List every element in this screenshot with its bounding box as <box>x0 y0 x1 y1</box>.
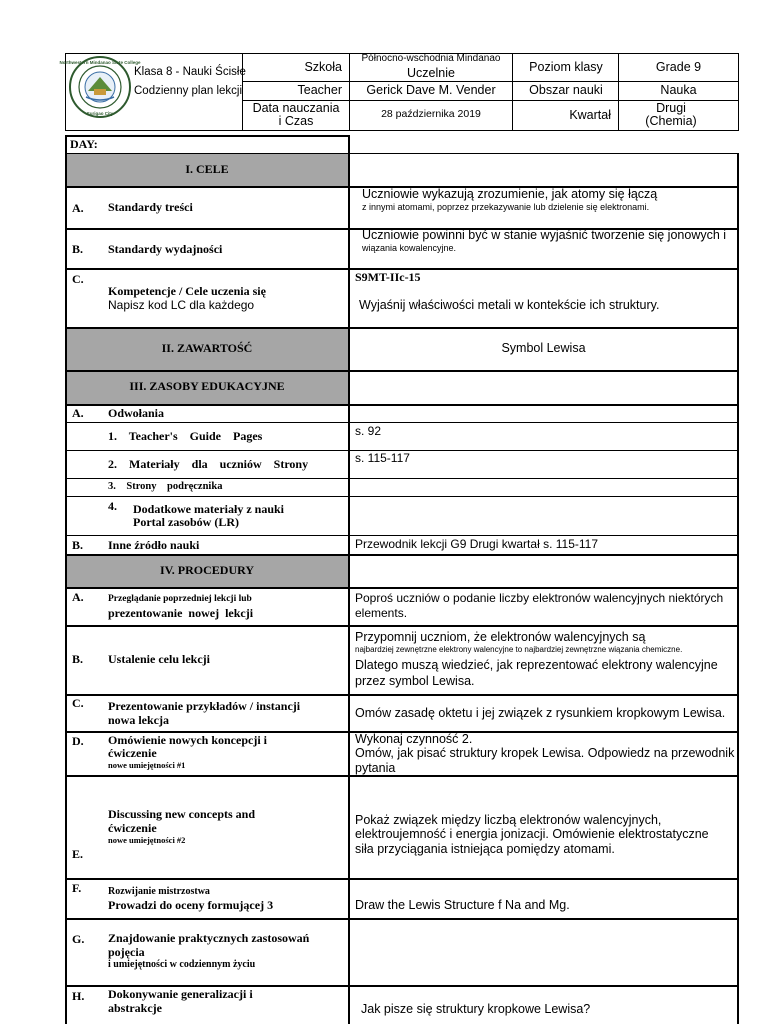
quarter-value-line2: (Chemia) <box>645 114 697 128</box>
new-concepts-2-label-1: Discussing new concepts and <box>108 807 256 821</box>
mastery-label-2: Prowadzi do oceny formującej 3 <box>108 898 274 912</box>
competencies-value: Wyjaśnij właściwości metali w kontekście ich struktury. <box>359 298 660 312</box>
lesson-purpose-value-3: Dlatego muszą wiedzieć, jak reprezentować elektrony walencyjne <box>355 658 718 672</box>
daily-plan-label: Codzienny plan lekcji <box>134 85 243 97</box>
learner-materials-label: 2. Materiały dla uczniów Strony <box>108 457 309 471</box>
new-concepts-1-label-3: nowe umiejętności #1 <box>108 760 186 770</box>
lesson-purpose-value-1: Przypomnij uczniom, że elektronów walencyjnych są <box>355 630 646 644</box>
section-cele-title: I. CELE <box>185 162 229 176</box>
performance-standards-value-1: Uczniowie powinni być w stanie wyjaśnić tworzenie się jonowych i <box>362 228 727 242</box>
teacher-label: Teacher <box>297 83 342 97</box>
proc-h-letter: H. <box>72 989 85 1003</box>
grade-science-label: Klasa 8 - Nauki Ścisłe <box>134 66 246 78</box>
content-standards-label: Standardy treści <box>108 200 193 214</box>
learning-area-value: Nauka <box>660 83 697 97</box>
mastery-label-1: Rozwijanie mistrzostwa <box>108 886 210 897</box>
teachers-guide-value: s. 92 <box>355 424 382 438</box>
performance-standards-label: Standardy wydajności <box>108 242 223 256</box>
proc-a-letter: A. <box>72 590 84 604</box>
quarter-label: Kwartał <box>569 108 611 122</box>
teacher-value: Gerick Dave M. Vender <box>366 83 496 97</box>
seal-top-text: Northwestern Mindanao State College <box>59 60 141 65</box>
lc-code: S9MT-IIc-15 <box>355 270 421 284</box>
new-concepts-1-value-3: pytania <box>355 761 396 775</box>
review-lesson-value-2: elements. <box>355 606 408 620</box>
references-letter: A. <box>72 406 84 420</box>
grade-level-label: Poziom klasy <box>529 60 603 74</box>
generalization-label-1: Dokonywanie generalizacji i <box>108 987 253 1001</box>
new-concepts-1-label-2: ćwiczenie <box>108 746 157 760</box>
new-concepts-2-value-2: elektroujemność i energia jonizacji. Omówienie elektrostatyczne <box>355 827 709 841</box>
content-value: Symbol Lewisa <box>501 341 586 355</box>
section-zawartosc-title: II. ZAWARTOŚĆ <box>161 341 253 355</box>
row-a-letter: A. <box>72 201 84 215</box>
new-concepts-1-label-1: Omówienie nowych koncepcji i <box>108 733 267 747</box>
review-lesson-value-1: Poproś uczniów o podanie liczby elektronów walencyjnych niektórych <box>355 591 724 605</box>
new-concepts-1-value-1: Wykonaj czynność 2. <box>355 732 473 746</box>
day-label: DAY: <box>70 137 98 151</box>
proc-f-letter: F. <box>72 881 82 895</box>
school-seal-icon <box>59 55 141 119</box>
references-label: Odwołania <box>108 406 165 420</box>
row-c-letter: C. <box>72 272 84 286</box>
school-value-line2: Uczelnie <box>407 66 455 80</box>
review-lesson-label-2: prezentowanie nowej lekcji <box>108 606 254 620</box>
lesson-purpose-value-2: najbardziej zewnętrzne elektrony walencyjne to najbardziej zewnętrzne wiązania chemiczne. <box>355 645 683 654</box>
textbook-pages-label: 3. Strony podręcznika <box>108 481 223 492</box>
date-label-line2: i Czas <box>278 114 314 128</box>
school-label: Szkoła <box>304 60 342 74</box>
learner-materials-value: s. 115-117 <box>355 451 410 465</box>
new-concepts-2-value-3: siła przyciągania istniejąca pomiędzy atomami. <box>355 842 615 856</box>
other-resources-label: Inne źródło nauki <box>108 538 200 552</box>
additional-materials-label-2: Portal zasobów (LR) <box>133 515 239 529</box>
performance-standards-value-2: wiązania kowalencyjne. <box>362 243 457 253</box>
practical-applications-label-1: Znajdowanie praktycznych zastosowań <box>108 931 310 945</box>
lesson-purpose-label: Ustalenie celu lekcji <box>108 652 210 666</box>
seal-bottom-text: Surigao City <box>86 111 114 116</box>
competencies-sublabel: Napisz kod LC dla każdego <box>108 298 255 312</box>
other-resources-value: Przewodnik lekcji G9 Drugi kwartał s. 115-117 <box>355 537 598 551</box>
proc-g-letter: G. <box>72 932 85 946</box>
new-concepts-2-label-2: ćwiczenie <box>108 821 157 835</box>
school-value-line1: Północno-wschodnia Mindanao <box>361 53 501 64</box>
teachers-guide-label: 1. Teacher's Guide Pages <box>108 429 263 443</box>
date-value: 28 października 2019 <box>381 108 481 120</box>
proc-c-letter: C. <box>72 696 84 710</box>
grade-level-value: Grade 9 <box>655 60 702 74</box>
proc-e-letter: E. <box>72 847 84 861</box>
additional-materials-label-1: Dodatkowe materiały z nauki <box>133 502 284 516</box>
proc-d-letter: D. <box>72 734 84 748</box>
generalization-label-2: abstrakcje <box>108 1001 162 1015</box>
new-concepts-2-value-1: Pokaż związek między liczbą elektronów walencyjnych, <box>355 813 662 827</box>
presenting-examples-label-1: Prezentowanie przykładów / instancji <box>108 699 301 713</box>
competencies-label: Kompetencje / Cele uczenia się <box>108 284 266 298</box>
mastery-value: Draw the Lewis Structure f Na and Mg. <box>355 898 570 912</box>
presenting-examples-value: Omów zasadę oktetu i jej związek z rysunkiem kropkowym Lewisa. <box>355 706 726 720</box>
review-lesson-label-1: Przeglądanie poprzedniej lekcji lub <box>108 594 252 604</box>
row-b-letter: B. <box>72 242 84 256</box>
date-label-line1: Data nauczania <box>252 101 340 115</box>
practical-applications-label-3: i umiejętności w codziennym życiu <box>108 959 256 970</box>
new-concepts-1-value-2: Omów, jak pisać struktury kropek Lewisa. Odpowiedz na przewodnik <box>355 746 735 760</box>
generalization-value: Jak pisze się struktury kropkowe Lewisa? <box>361 1002 591 1016</box>
additional-materials-number: 4. <box>108 499 117 513</box>
content-standards-value-1: Uczniowie wykazują zrozumienie, jak atomy się łączą <box>362 187 658 201</box>
learning-area-label: Obszar nauki <box>529 83 603 97</box>
proc-b-letter: B. <box>72 652 84 666</box>
presenting-examples-label-2: nowa lekcja <box>108 713 169 727</box>
practical-applications-label-2: pojęcia <box>108 945 145 959</box>
content-standards-value-2: z innymi atomami, poprzez przekazywanie lub dzielenie się elektronami. <box>362 202 650 212</box>
new-concepts-2-label-3: nowe umiejętności #2 <box>108 835 186 845</box>
other-resources-letter: B. <box>72 538 84 552</box>
lesson-purpose-value-4: przez symbol Lewisa. <box>355 674 475 688</box>
section-procedury-title: IV. PROCEDURY <box>159 563 255 577</box>
section-zasoby-title: III. ZASOBY EDUKACYJNE <box>129 379 285 393</box>
quarter-value-line1: Drugi <box>656 101 686 115</box>
